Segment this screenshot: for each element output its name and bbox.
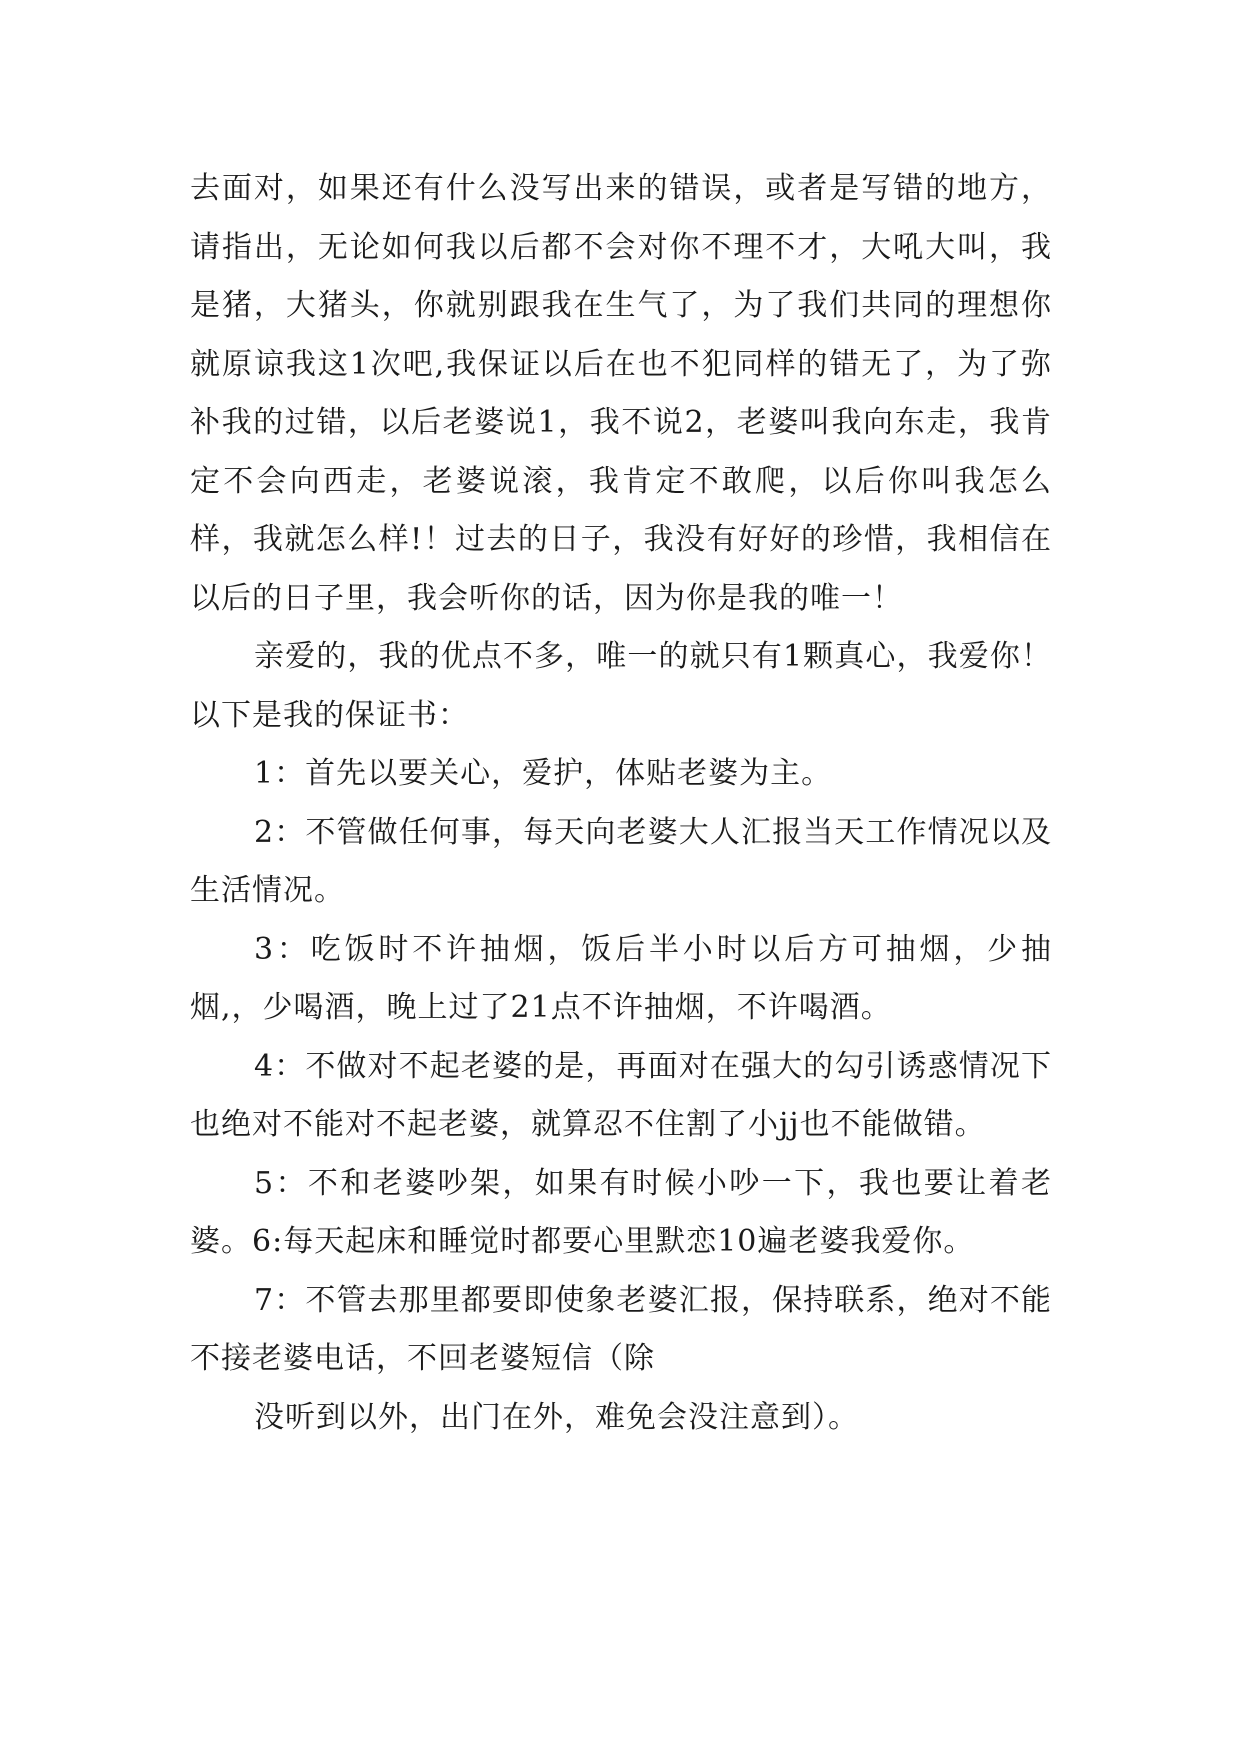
pledge-item-3: 3：吃饭时不许抽烟，饭后半小时以后方可抽烟，少抽烟,，少喝酒，晚上过了21点不许抽烟，不许喝酒。 [190,931,1052,1025]
pledge-item-2: 2：不管做任何事，每天向老婆大人汇报当天工作情况以及生活情况。 [190,814,1052,908]
paragraph-continuation: 去面对，如果还有什么没写出来的错误，或者是写错的地方，请指出，无论如何我以后都不会对你不理不才，大吼大叫，我是猪，大猪头，你就别跟我在生气了，为了我们共同的理想你就原谅我这1次吧,我保证以后在也不犯同样的错无了，为了弥补我的过错，以后老婆说1，我不说2，老婆叫我向东走，我肯定不会向西走，老婆说滚，我肯定不敢爬，以后你叫我怎么样，我就怎么样!！过去的日子，我没有好好的珍惜，我相信在以后的日子里，我会听你的话，因为你是我的唯一！ [190,171,1052,616]
paragraph-intro: 亲爱的，我的优点不多，唯一的就只有1颗真心，我爱你！以下是我的保证书： [190,639,1052,733]
pledge-item-5-6: 5：不和老婆吵架，如果有时候小吵一下，我也要让着老婆。6:每天起床和睡觉时都要心里默恋10遍老婆我爱你。 [190,1165,1052,1259]
pledge-item-7: 7：不管去那里都要即使象老婆汇报，保持联系，绝对不能不接老婆电话，不回老婆短信（除 [190,1282,1052,1376]
document-body [190,160,1052,1447]
pledge-item-4: 4：不做对不起老婆的是，再面对在强大的勾引诱惑情况下也绝对不能对不起老婆，就算忍不住割了小jj也不能做错。 [190,1048,1052,1142]
pledge-item-7-continuation: 没听到以外，出门在外，难免会没注意到）。 [254,1399,859,1435]
pledge-item-1: 1：首先以要关心，爱护，体贴老婆为主。 [254,756,833,791]
